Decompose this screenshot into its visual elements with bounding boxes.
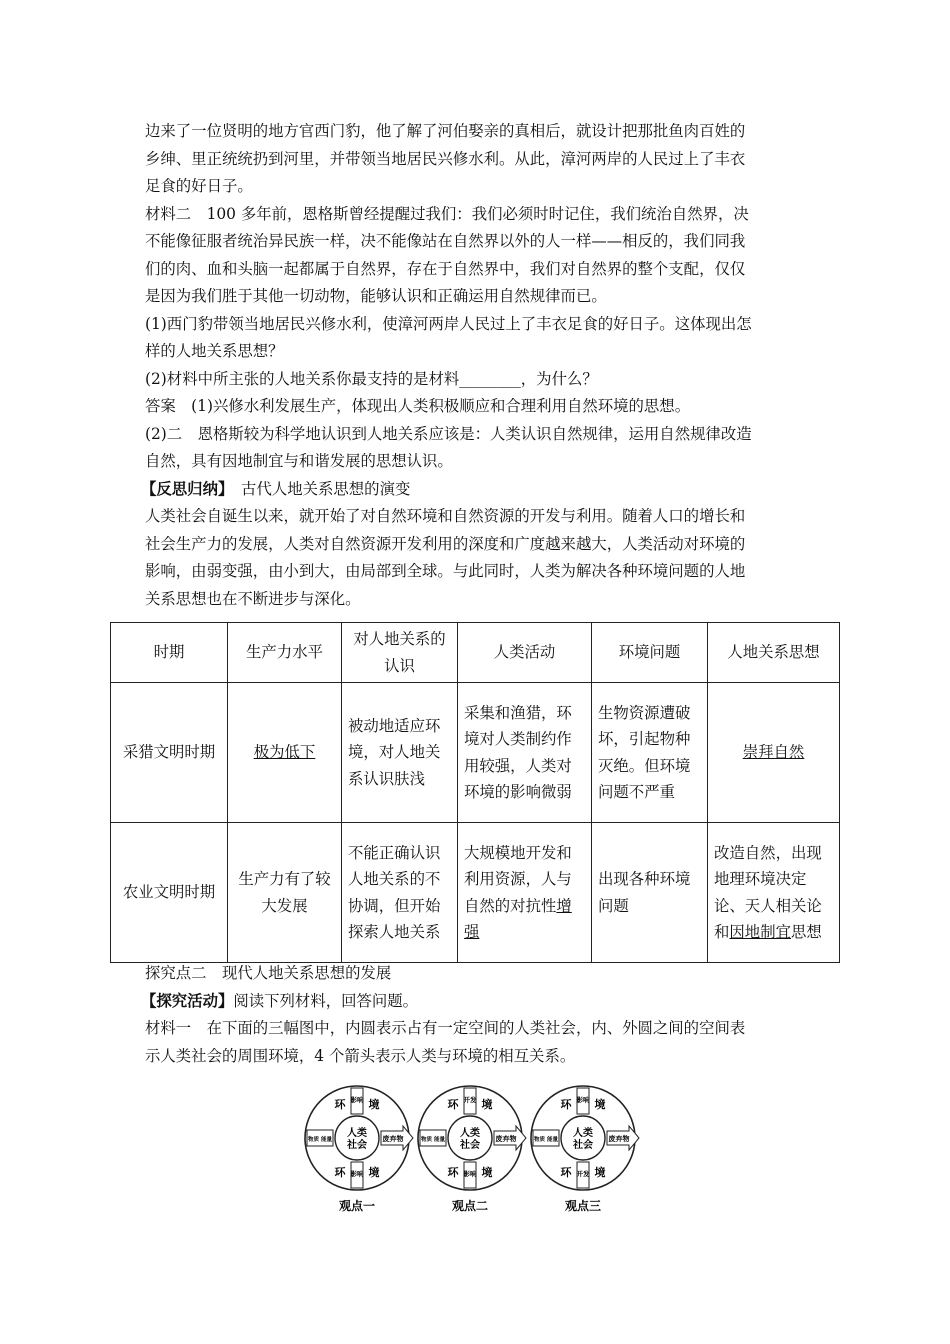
header-problem: 环境问题	[592, 623, 708, 683]
center-text: 人类	[347, 1128, 367, 1139]
material-line: 示人类社会的周围环境，4 个箭头表示人类与环境的相互关系。	[145, 1046, 576, 1065]
diagram-label: 观点二	[451, 1199, 489, 1213]
env-text: 环	[560, 1166, 572, 1179]
text-line: 样的人地关系思想？	[145, 342, 284, 360]
bottom-arrow-text: 开发	[576, 1170, 590, 1178]
env-text: 环	[447, 1098, 459, 1111]
row2-period: 农业文明时期	[111, 823, 228, 963]
right-box-text: 废弃物	[608, 1135, 630, 1143]
row1-period: 采猎文明时期	[111, 683, 228, 823]
row1-productivity: 极为低下	[253, 743, 316, 762]
left-box-text: 物质 能量	[534, 1137, 558, 1143]
reflection-heading: 【反思归纳】	[141, 479, 226, 498]
env-text: 境	[594, 1098, 606, 1111]
top-arrow-text: 影响	[350, 1096, 364, 1104]
env-text: 环	[334, 1166, 346, 1179]
text-line: 材料二 100 多年前，恩格斯曾经提醒过我们：我们必须时时记住，我们统治自然界，决	[145, 204, 749, 223]
row2-thought: 改造自然，出现地理环境决定论、天人相关论和因地制宜思想	[708, 823, 840, 963]
reflection-line: 社会生产力的发展，人类对自然资源开发利用的深度和广度越来越大，人类活动对环境的	[145, 534, 746, 553]
center-text: 社会	[460, 1140, 480, 1151]
text-line: 是因为我们胜于其他一切动物，能够认识和正确运用自然规律而已。	[145, 287, 607, 305]
row1-activity: 采集和渔猎，环境对人类制约作用较强，人类对环境的影响微弱	[458, 683, 592, 823]
text-line: (2)材料中所主张的人地关系你最支持的是材料________，为什么？	[145, 369, 598, 388]
text-line: (1)西门豹带领当地居民兴修水利，使漳河两岸人民过上了丰衣足食的好日子。这体现出怎	[145, 314, 752, 333]
text-line: 不能像征服者统治异民族一样，决不能像站在自然界以外的人一样——相反的，我们同我	[145, 232, 746, 250]
center-text: 社会	[347, 1140, 367, 1151]
row1-thought: 崇拜自然	[742, 743, 805, 762]
table-row	[111, 823, 840, 963]
env-text: 境	[481, 1166, 493, 1179]
row2-recognition: 不能正确认识人地关系的不协调，但开始探索人地关系	[342, 823, 458, 963]
text-line: 自然，具有因地制宜与和谐发展的思想认识。	[145, 452, 453, 470]
env-text: 境	[594, 1166, 606, 1179]
center-text: 社会	[573, 1140, 593, 1151]
right-box-text: 废弃物	[382, 1135, 404, 1143]
row1-recognition: 被动地适应环境，对人地关系认识肤浅	[342, 683, 458, 823]
activity-heading: 【探究活动】	[141, 991, 234, 1010]
header-thought: 人地关系思想	[708, 623, 840, 683]
text-line: (2)二 恩格斯较为科学地认识到人地关系应该是：人类认识自然规律，运用自然规律改造	[145, 424, 752, 443]
material-line: 材料一 在下面的三幅图中，内圆表示占有一定空间的人类社会，内、外圆之间的空间表	[145, 1019, 746, 1037]
row2-activity: 大规模地开发和利用资源，人与自然的对抗性增强	[458, 823, 592, 963]
row2-productivity: 生产力有了较大发展	[228, 823, 342, 963]
header-recognition: 对人地关系的认识	[342, 623, 458, 683]
diagram-label: 观点三	[564, 1199, 602, 1213]
bottom-arrow-text: 影响	[463, 1170, 477, 1178]
text-line: 答案 (1)兴修水利发展生产，体现出人类积极顺应和合理利用自然环境的思想。	[145, 397, 691, 415]
env-text: 环	[447, 1166, 459, 1179]
center-text: 人类	[573, 1128, 593, 1139]
env-text: 境	[368, 1166, 380, 1179]
header-activity: 人类活动	[458, 623, 592, 683]
diagram-panel	[305, 1086, 413, 1213]
env-text: 环	[560, 1098, 572, 1111]
env-text: 境	[368, 1098, 380, 1111]
right-box-text: 废弃物	[495, 1135, 517, 1143]
row2-problem: 出现各种环境问题	[592, 823, 708, 963]
relationship-diagram	[300, 1078, 670, 1218]
text-line: 乡绅、里正统统扔到河里，并带领当地居民兴修水利。从此，漳河两岸的人民过上了丰衣	[145, 149, 746, 168]
text-line: 边来了一位贤明的地方官西门豹，他了解了河伯娶亲的真相后，就设计把那批鱼肉百姓的	[145, 122, 746, 140]
reflection-title: 古代人地关系思想的演变	[225, 479, 411, 498]
diagram-label: 观点一	[338, 1199, 376, 1213]
diagram-panel	[531, 1086, 639, 1213]
intro-text	[141, 118, 845, 613]
reflection-line: 人类社会自诞生以来，就开始了对自然环境和自然资源的开发与利用。随着人口的增长和	[145, 507, 746, 525]
table-row	[111, 683, 840, 823]
env-text: 境	[481, 1098, 493, 1111]
table-header-row	[111, 623, 840, 683]
left-box-text: 物质 能量	[308, 1137, 332, 1143]
left-box-text: 物质 能量	[421, 1137, 445, 1143]
top-arrow-text: 影响	[576, 1096, 590, 1104]
diagram-panel	[418, 1086, 526, 1213]
reflection-line: 关系思想也在不断进步与深化。	[145, 589, 361, 608]
activity-text: 阅读下列材料，回答问题。	[233, 991, 419, 1010]
explore-point: 探究点二 现代人地关系思想的发展	[145, 964, 392, 982]
explore-section	[141, 960, 845, 1070]
center-text: 人类	[460, 1128, 480, 1139]
header-period: 时期	[111, 623, 228, 683]
top-arrow-text: 开发	[463, 1096, 477, 1104]
env-text: 环	[334, 1098, 346, 1111]
evolution-table	[110, 622, 840, 963]
row1-problem: 生物资源遭破坏，引起物种灭绝。但环境问题不严重	[592, 683, 708, 823]
text-line: 们的肉、血和头脑一起都属于自然界，存在于自然界中，我们对自然界的整个支配，仅仅	[145, 259, 746, 278]
bottom-arrow-text: 影响	[350, 1170, 364, 1178]
reflection-line: 影响，由弱变强，由小到大，由局部到全球。与此同时，人类为解决各种环境问题的人地	[145, 562, 746, 580]
header-productivity: 生产力水平	[228, 623, 342, 683]
text-line: 足食的好日子。	[145, 177, 253, 195]
